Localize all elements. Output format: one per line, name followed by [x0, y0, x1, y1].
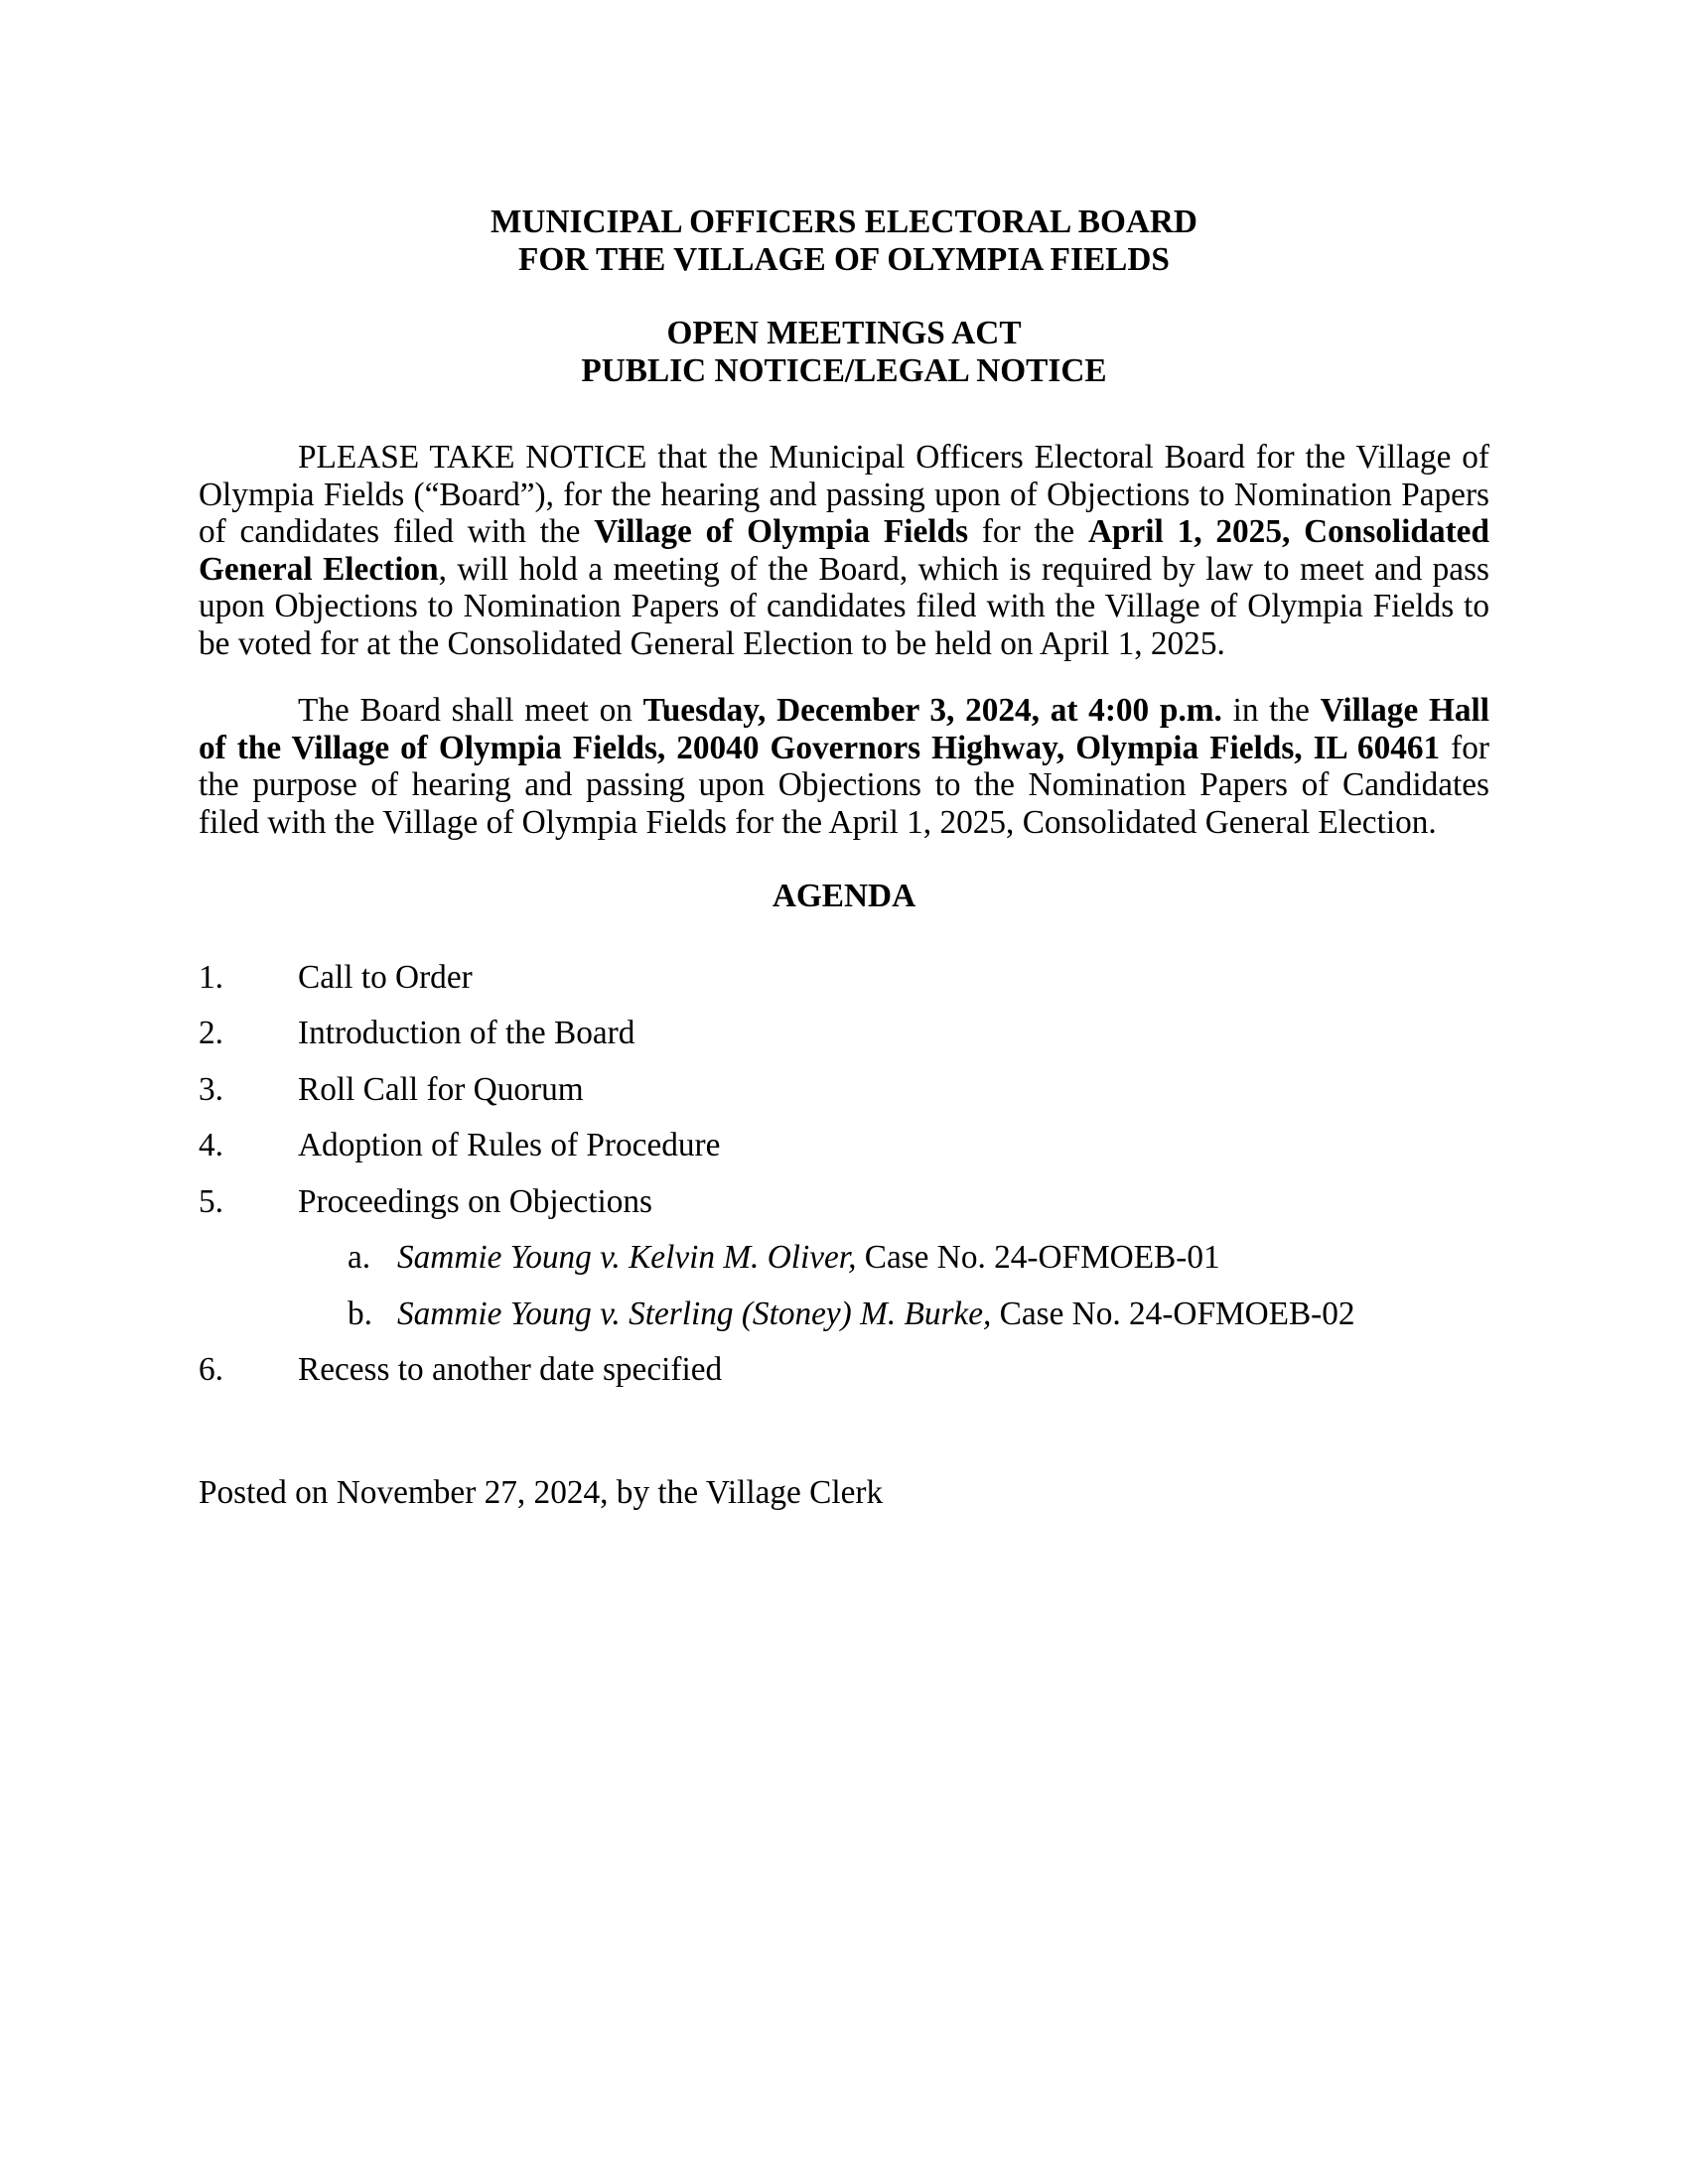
paragraph2-text-mid: in the: [1221, 692, 1321, 729]
agenda-item-label: Introduction of the Board: [298, 1015, 635, 1051]
subitem-letter: a.: [348, 1239, 371, 1276]
agenda-item-label: Roll Call for Quorum: [298, 1070, 584, 1108]
agenda-item-label: Proceedings on Objections: [298, 1182, 652, 1220]
agenda-subitem-a: [348, 1239, 1489, 1277]
paragraph1-text-mid: for the: [968, 513, 1088, 550]
agenda-item-1: [199, 959, 1489, 997]
posted-by-line: Posted on November 27, 2024, by the Village Clerk: [199, 1473, 884, 1511]
agenda-item-number: 4.: [199, 1127, 223, 1163]
agenda-item-number: 1.: [199, 958, 223, 996]
agenda-item-label: Adoption of Rules of Procedure: [298, 1127, 721, 1163]
agenda-item-4: [199, 1127, 1489, 1164]
agenda-item-number: 5.: [199, 1182, 223, 1220]
title-line-1: MUNICIPAL OFFICERS ELECTORAL BOARD: [491, 204, 1197, 240]
subitem-letter: b.: [348, 1295, 372, 1332]
agenda-item-5: [199, 1183, 1489, 1221]
paragraph1-text-end: , will hold a meeting of the Board, which is required by law to meet and pass upon Objections to Nomination Papers of candidates filed with the Village of Olympia Fields to be voted for at the Consolidated General Election to be held on April 1, 2025.: [199, 550, 1489, 662]
agenda-heading: AGENDA: [772, 878, 916, 914]
paragraph2-bold-location: Village Hall of the Village of Olympia Fields, 20040 Governors Highway, Olympia Fields, IL 60461: [199, 692, 1490, 766]
paragraph1-bold-village: Village of Olympia Fields: [594, 513, 969, 550]
case-number: Case No. 24-OFMOEB-02: [991, 1295, 1355, 1332]
case-title-burke: Sammie Young v. Sterling (Stoney) M. Burke,: [397, 1295, 992, 1332]
case-number: Case No. 24-OFMOEB-01: [856, 1239, 1220, 1276]
paragraph1-bold-election: April 1, 2025, Consolidated General Election: [199, 513, 1489, 588]
agenda-item-2: [199, 1015, 1489, 1052]
notice-paragraph-1: [199, 439, 1489, 662]
document-title: [199, 204, 1489, 278]
case-title-oliver: Sammie Young v. Kelvin M. Oliver,: [397, 1239, 857, 1276]
document-subtitle: [199, 315, 1489, 389]
agenda-item-label: Recess to another date specified: [298, 1351, 723, 1388]
paragraph1-text: PLEASE TAKE NOTICE that the Municipal Officers Electoral Board for the Village of Olympia Fields (“Board”), for the hearing and passing upon of Objections to Nomination Papers of candidates filed with the: [199, 439, 1489, 550]
paragraph2-text: The Board shall meet on: [298, 692, 643, 729]
notice-paragraph-2: [199, 692, 1489, 841]
paragraph2-text-end: for the purpose of hearing and passing upon Objections to the Nomination Papers of Candidates filed with the Village of Olympia Fields for the April 1, 2025, Consolidated General Election.: [199, 729, 1489, 841]
title-line-2: FOR THE VILLAGE OF OLYMPIA FIELDS: [518, 240, 1170, 278]
agenda-subitem-b: [348, 1296, 1489, 1333]
subitem-case: [397, 1239, 1220, 1277]
agenda-item-6: [199, 1351, 1489, 1389]
paragraph2-bold-datetime: Tuesday, December 3, 2024, at 4:00 p.m.: [642, 692, 1222, 729]
subtitle-line-2: PUBLIC NOTICE/LEGAL NOTICE: [581, 351, 1107, 389]
agenda-item-number: 3.: [199, 1070, 223, 1108]
agenda-item-label: Call to Order: [298, 958, 473, 996]
agenda-item-number: 2.: [199, 1015, 223, 1051]
subtitle-line-1: OPEN MEETINGS ACT: [666, 315, 1022, 351]
subitem-case: [397, 1296, 1355, 1333]
agenda-item-number: 6.: [199, 1351, 223, 1388]
agenda-item-3: [199, 1071, 1489, 1109]
